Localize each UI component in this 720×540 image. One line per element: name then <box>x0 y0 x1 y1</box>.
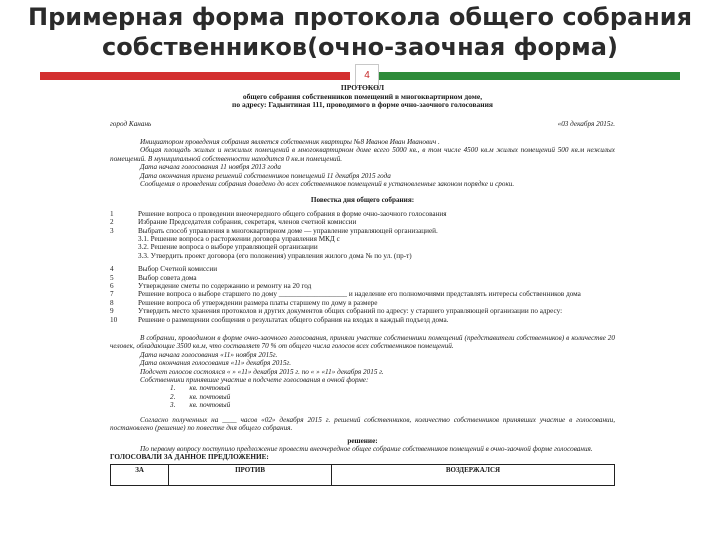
closing-para: Согласно полученных на ____ часов «02» декабря 2015 г. решений собственников, количество собственников принявших участие в голосовании, постановлено (решение) по повестке дня общего собрания. <box>110 415 615 433</box>
agenda-subitem: 3.3. Утвердить проект договора (его положения) управления жилого дома № по ул. (пр-т) <box>138 251 412 260</box>
votes-table <box>110 464 615 486</box>
agenda-item-text: Выбор совета дома <box>138 273 197 282</box>
participant-number: 1. <box>170 384 176 393</box>
agenda-item <box>110 307 615 315</box>
body-para: Собственники принявшие участие в подсчете голосования в очной форме: <box>140 376 369 385</box>
votes-table-header-row <box>111 464 615 485</box>
agenda-item-text: Избрание Председателя собрания, секретаря, членов счетной комиссии <box>138 218 357 227</box>
agenda-item-text: Решение о размещении сообщения о результатах общего собрания на входах в каждый подъезд дома. <box>138 315 449 324</box>
slide-title-line1: Примерная форма протокола общего собрания <box>28 3 692 31</box>
agenda-item-number: 1 <box>110 209 114 218</box>
intro-para: Общая площадь жилых и нежилых помещений в многоквартирном доме всего 5000 кв., в том числе 4500 кв.м жилых помещений 500 кв.м нежилых помещений. В муниципальной собственности находится 0 кв.м помещений. <box>110 146 615 163</box>
body-para: Подсчет голосов состоялся « » «11» декабря 2015 г. по « » «11» декабря 2015 г. <box>140 367 384 376</box>
agenda-item-text: Решение вопроса о проведении внеочередного общего собрания в форме очно-заочного голосования <box>138 209 447 218</box>
intro-para: Дата окончания приема решений собственников помещений 11 декабря 2015 года <box>140 171 391 180</box>
agenda-item <box>110 274 615 282</box>
agenda-item <box>110 210 615 218</box>
body-para: Дата начала голосования «11» ноября 2015г. <box>140 350 278 359</box>
intro-para: Сообщения о проведении собрания доведено до всех собственников помещений в установленные законом порядке и сроки. <box>140 179 515 188</box>
agenda-item-text: Решение вопроса о выборе старшего по дому ___________________ и наделение его полномочиями представлять интересы собственников дома <box>138 290 581 299</box>
agenda-item-number: 9 <box>110 307 114 316</box>
decor-green-bar <box>370 72 680 80</box>
doc-subtitle-1: общего собрания собственников помещений в многоквартирном доме, <box>242 91 483 101</box>
participant-row <box>110 393 615 401</box>
participant-role: кв. почтовый <box>189 392 231 401</box>
participant-row <box>110 384 615 392</box>
agenda-item <box>110 290 615 298</box>
votes-header-abstained: ВОЗДЕРЖАЛСЯ <box>331 464 614 485</box>
decision-text: По первому вопросу поступило предложение провести внеочередное общее собрание собственников помещений в очно-заочной форме голосования. <box>140 444 593 453</box>
agenda-title: Повестка дня общего собрания: <box>310 196 415 205</box>
agenda-item-number: 10 <box>110 315 118 324</box>
slide-title-line2: собственников(очно-заочная форма) <box>102 33 618 61</box>
doc-subtitle-2: по адресу: Гадынтиная 111, проводимого в форме очно-заочного голосования <box>232 100 493 109</box>
participant-role: кв. почтовый <box>189 384 231 393</box>
agenda-item-number: 5 <box>110 273 114 282</box>
agenda-item-text: Утвердить место хранения протоколов и других документов общих собраний по адресу: у старшего управляющей организации по адресу: <box>138 307 563 316</box>
agenda-item-text: Решение вопроса об утверждении размера платы старшему по дому в размере <box>138 298 378 307</box>
agenda-subitem: 3.1. Решение вопроса о расторжении договора управления МКД с <box>138 234 340 243</box>
intro-para: Инициатором проведения собрания является собственник квартиры №8 Иванов Иван Иванович . <box>140 137 440 146</box>
agenda-item <box>110 218 615 226</box>
votes-header-against: ПРОТИВ <box>169 464 332 485</box>
body-para: В собрании, проводимом в форме очно-заочного голосования, приняли участие собственники помещений (представители собственников) в количестве 20 человек, обладающие 3500 кв.м, что составляет 70 % от общего числа голосов всех собственников помещений. <box>110 334 615 351</box>
participant-number: 2. <box>170 392 176 401</box>
votes-label: ГОЛОСОВАЛИ ЗА ДАННОЕ ПРЕДЛОЖЕНИЕ: <box>110 453 269 462</box>
intro-block <box>110 138 615 188</box>
participant-row <box>110 401 615 409</box>
slide-title <box>0 2 720 62</box>
agenda-item-text: Выбрать способ управления в многоквартирном доме — управление управляющей организацией. <box>138 226 438 235</box>
protocol-document <box>110 84 615 540</box>
agenda-item <box>110 299 615 307</box>
agenda-item <box>110 265 615 273</box>
intro-para: Дата начала голосования 11 ноября 2013 года <box>140 163 281 172</box>
agenda-item <box>110 282 615 290</box>
agenda-item <box>110 316 615 324</box>
agenda-item-number: 7 <box>110 290 114 299</box>
agenda-item-number: 2 <box>110 218 114 227</box>
city-date-row <box>110 120 615 128</box>
agenda-item-number: 4 <box>110 265 114 274</box>
doc-city: город Канань <box>110 119 152 128</box>
agenda-subitem: 3.2. Решение вопроса о выборе управляющей организации <box>138 243 318 252</box>
body-block <box>110 334 615 384</box>
doc-date: «03 декабря 2015г. <box>557 119 615 128</box>
agenda-item-text: Выбор Счетной комиссии <box>138 265 218 274</box>
agenda-item-number: 6 <box>110 282 114 290</box>
votes-header-for: ЗА <box>111 464 169 485</box>
doc-title: ПРОТОКОЛ <box>340 84 385 92</box>
body-para: Дата окончания голосования «11» декабря 2015г. <box>140 359 292 368</box>
agenda-item-number: 8 <box>110 298 114 307</box>
decision-label: решение: <box>347 436 378 445</box>
participant-number: 3. <box>170 401 176 410</box>
participant-role: кв. почтовый <box>189 401 231 410</box>
agenda-item-number: 3 <box>110 226 114 235</box>
decor-red-bar <box>40 72 350 80</box>
agenda-item-text: Утверждение сметы по содержанию и ремонту на 20 год <box>138 282 312 290</box>
page-number: 4 <box>355 64 379 88</box>
agenda-item <box>110 227 615 235</box>
